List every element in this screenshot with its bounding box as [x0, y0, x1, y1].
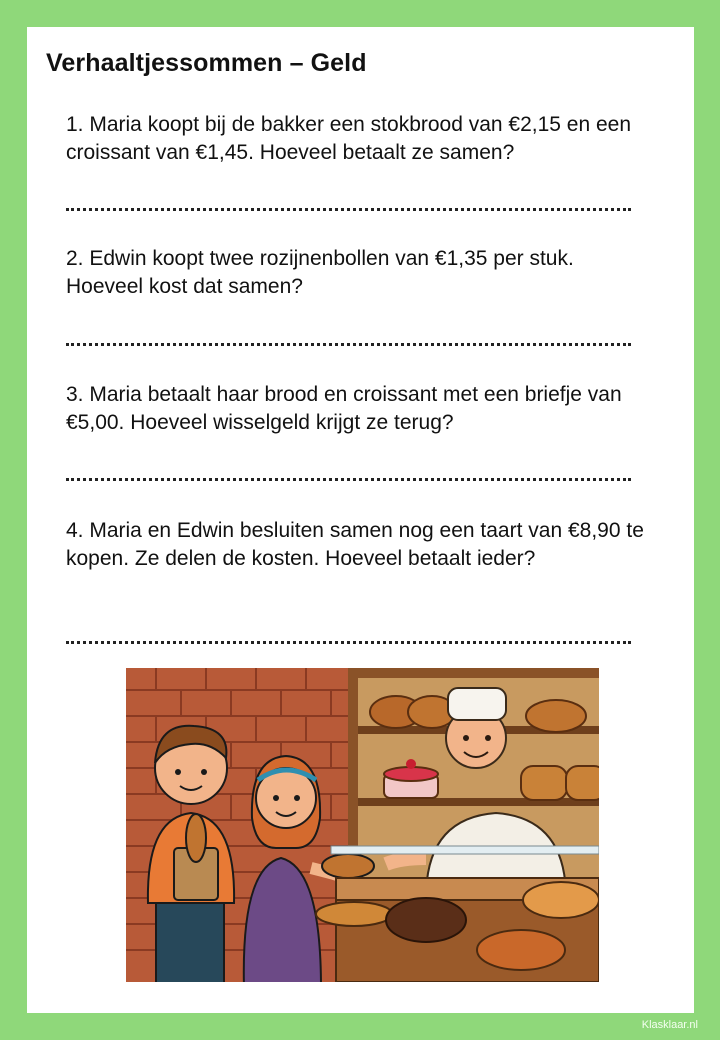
boy: [148, 726, 234, 982]
answer-line-4[interactable]: [66, 641, 631, 644]
answer-line-2[interactable]: [66, 343, 631, 346]
question-4: 4. Maria en Edwin besluiten samen nog een taart van €8,90 te kopen. Ze delen de kosten. Hoeveel betaalt ieder?: [66, 519, 644, 570]
worksheet-page: [27, 27, 694, 1013]
question-2: 2. Edwin koopt twee rozijnenbollen van €1,35 per stuk. Hoeveel kost dat samen?: [66, 247, 574, 298]
glass-counter: [331, 846, 599, 854]
page-title: Verhaaltjessommen – Geld: [46, 49, 367, 77]
answer-line-3[interactable]: [66, 478, 631, 481]
question-3: 3. Maria betaalt haar brood en croissant met een briefje van €5,00. Hoeveel wisselgeld krijgt ze terug?: [66, 383, 622, 434]
question-1: 1. Maria koopt bij de bakker een stokbrood van €2,15 en een croissant van €1,45. Hoeveel betaalt ze samen?: [66, 113, 632, 164]
bakery-illustration: [126, 668, 599, 982]
answer-line-1[interactable]: [66, 208, 631, 211]
footer-credit: Klasklaar.nl: [641, 1019, 698, 1031]
